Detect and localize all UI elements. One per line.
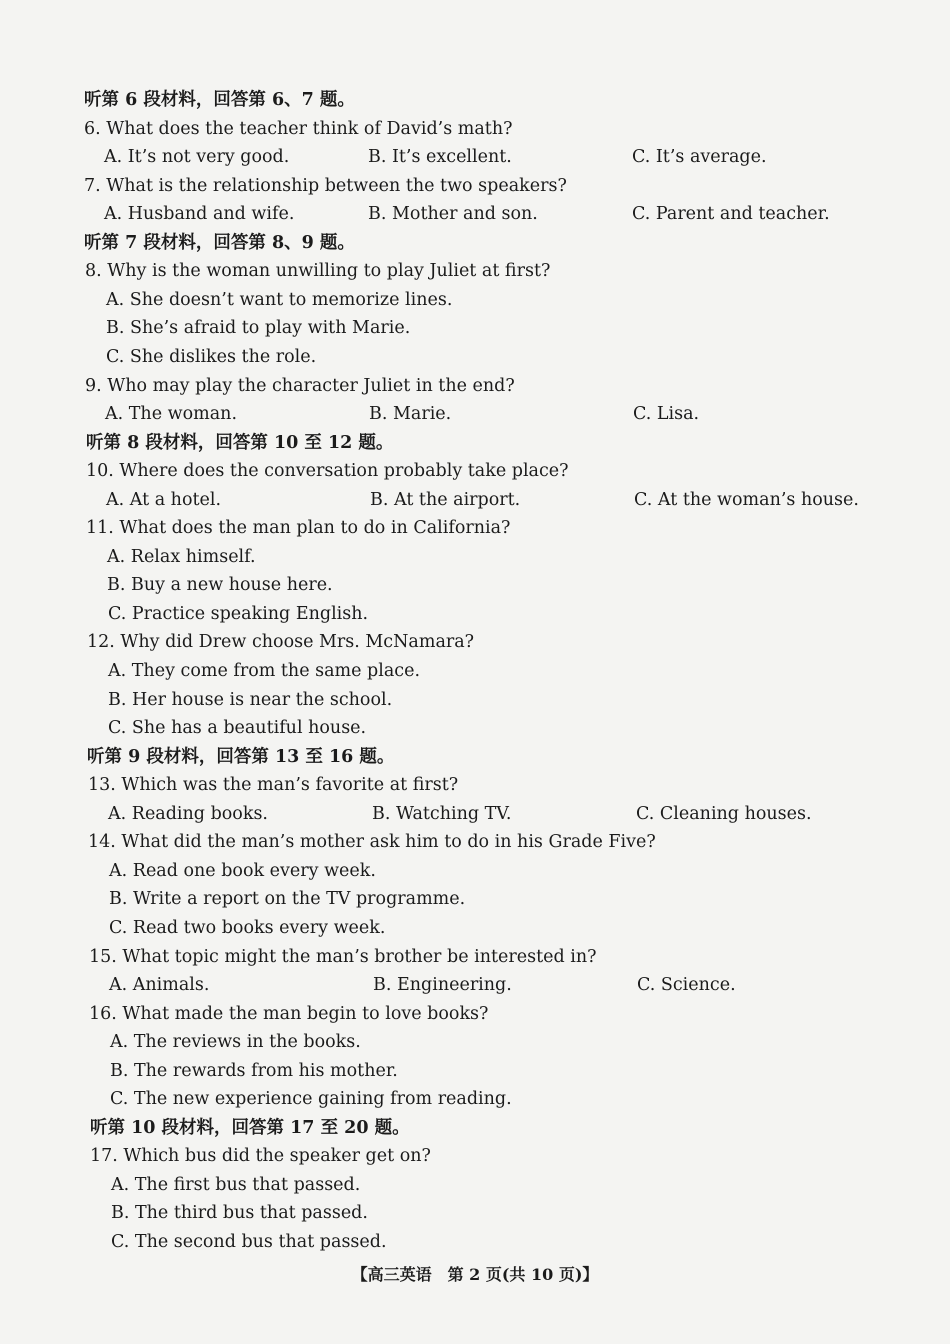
question-stem: 14. What did the man’s mother ask him to do in his Grade Five?	[88, 832, 656, 852]
answer-option: A. Husband and wife.	[104, 204, 295, 224]
answer-option: B. Marie.	[369, 404, 452, 424]
answer-option: C. At the woman’s house.	[634, 490, 859, 510]
answer-option: A. At a hotel.	[106, 490, 222, 510]
options-row	[89, 971, 889, 999]
options-row	[85, 400, 885, 428]
answer-option: A. Animals.	[109, 975, 210, 995]
question-stem: 15. What topic might the man’s brother be interested in?	[89, 947, 597, 967]
answer-option: C. Practice speaking English.	[108, 604, 369, 624]
question-stem: 12. Why did Drew choose Mrs. McNamara?	[87, 632, 475, 652]
answer-option: A. She doesn’t want to memorize lines.	[106, 290, 453, 310]
answer-option: A. They come from the same place.	[108, 661, 421, 681]
question-stem: 10. Where does the conversation probably take place?	[86, 461, 569, 481]
answer-option: A. Relax himself.	[107, 547, 256, 567]
section-heading: 听第 10 段材料，回答第 17 至 20 题。	[90, 1118, 410, 1138]
answer-option: A. It’s not very good.	[104, 147, 290, 167]
question-stem: 17. Which bus did the speaker get on?	[90, 1146, 431, 1166]
answer-option: A. The reviews in the books.	[110, 1032, 361, 1052]
answer-option: B. Watching TV.	[372, 804, 512, 824]
question-stem: 13. Which was the man’s favorite at first?	[88, 775, 459, 795]
answer-option: C. The new experience gaining from reading.	[110, 1089, 512, 1109]
question-stem: 9. Who may play the character Juliet in the end?	[85, 376, 515, 396]
answer-option: B. It’s excellent.	[368, 147, 512, 167]
section-heading: 听第 9 段材料，回答第 13 至 16 题。	[87, 747, 395, 767]
question-stem: 6. What does the teacher think of David’s math?	[84, 119, 513, 139]
question-stem: 11. What does the man plan to do in California?	[86, 518, 511, 538]
answer-option: C. She dislikes the role.	[106, 347, 317, 367]
answer-option: B. At the airport.	[370, 490, 521, 510]
answer-option: C. She has a beautiful house.	[108, 718, 367, 738]
answer-option: C. The second bus that passed.	[111, 1232, 387, 1252]
options-row	[84, 143, 884, 171]
section-heading: 听第 8 段材料，回答第 10 至 12 题。	[86, 433, 394, 453]
answer-option: B. Mother and son.	[368, 204, 538, 224]
answer-option: B. The third bus that passed.	[111, 1203, 368, 1223]
options-row	[86, 486, 886, 514]
options-row	[84, 200, 884, 228]
answer-option: B. Her house is near the school.	[108, 690, 393, 710]
answer-option: C. It’s average.	[632, 147, 767, 167]
answer-option: C. Lisa.	[633, 404, 700, 424]
question-stem: 16. What made the man begin to love books?	[89, 1004, 489, 1024]
answer-option: C. Parent and teacher.	[632, 204, 830, 224]
section-heading: 听第 6 段材料，回答第 6、7 题。	[84, 90, 355, 110]
answer-option: C. Read two books every week.	[109, 918, 386, 938]
answer-option: A. Read one book every week.	[109, 861, 376, 881]
answer-option: B. She’s afraid to play with Marie.	[106, 318, 411, 338]
answer-option: C. Cleaning houses.	[636, 804, 812, 824]
question-stem: 8. Why is the woman unwilling to play Juliet at first?	[85, 261, 551, 281]
answer-option: A. Reading books.	[108, 804, 268, 824]
answer-option: A. The woman.	[105, 404, 238, 424]
answer-option: A. The first bus that passed.	[111, 1175, 361, 1195]
options-row	[88, 800, 888, 828]
section-heading: 听第 7 段材料，回答第 8、9 题。	[84, 233, 355, 253]
answer-option: C. Science.	[637, 975, 736, 995]
answer-option: B. Write a report on the TV programme.	[109, 889, 466, 909]
answer-option: B. Engineering.	[373, 975, 512, 995]
question-stem: 7. What is the relationship between the two speakers?	[84, 176, 567, 196]
answer-option: B. Buy a new house here.	[107, 575, 333, 595]
page-footer: 【高三英语 第 2 页(共 10 页)】	[351, 1265, 599, 1284]
answer-option: B. The rewards from his mother.	[110, 1061, 398, 1081]
